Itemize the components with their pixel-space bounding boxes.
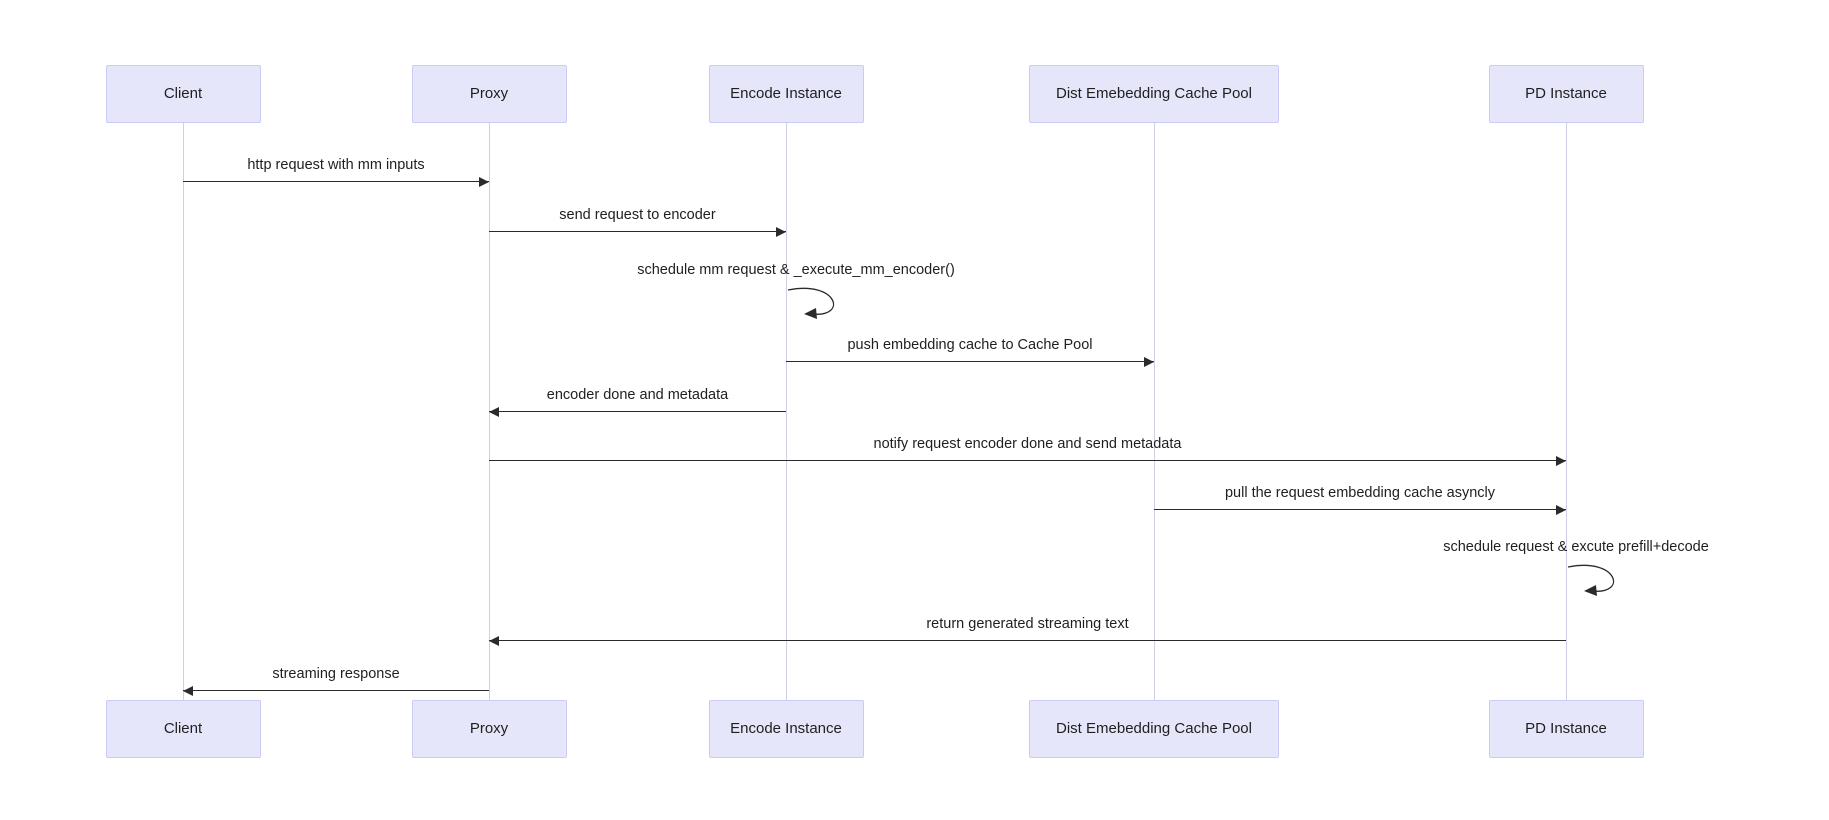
actor-box-client-top[interactable] (106, 65, 261, 123)
arrowhead-icon (479, 177, 489, 187)
lifeline-encode-instance (786, 123, 787, 700)
message-label: schedule request & excute prefill+decode (1443, 539, 1709, 555)
lifeline-client (183, 123, 184, 700)
actor-label: Proxy (469, 85, 509, 102)
actor-box-dist-emebedding-cache-pool-bottom[interactable] (1029, 700, 1279, 758)
message-line (183, 690, 489, 691)
message-line (1154, 509, 1566, 510)
self-message-loop (786, 284, 856, 330)
message-line (489, 231, 786, 232)
lifeline-pd-instance (1566, 123, 1567, 700)
arrowhead-icon (1144, 357, 1154, 367)
message-label: push embedding cache to Cache Pool (847, 337, 1093, 353)
message-label: pull the request embedding cache asyncly (1224, 485, 1496, 501)
message-label: http request with mm inputs (247, 157, 425, 173)
actor-box-dist-emebedding-cache-pool-top[interactable] (1029, 65, 1279, 123)
actor-box-proxy-bottom[interactable] (412, 700, 567, 758)
arrowhead-icon (1556, 505, 1566, 515)
arrowhead-icon (183, 686, 193, 696)
actor-label: PD Instance (1525, 720, 1607, 737)
message-label: return generated streaming text (926, 616, 1129, 632)
actor-label: Client (163, 85, 203, 102)
lifeline-dist-emebedding-cache-pool (1154, 123, 1155, 700)
actor-box-encode-instance-bottom[interactable] (709, 700, 864, 758)
actor-box-pd-instance-top[interactable] (1489, 65, 1644, 123)
actor-label: Dist Emebedding Cache Pool (1056, 720, 1252, 737)
actor-label: PD Instance (1525, 85, 1607, 102)
message-line (489, 640, 1566, 641)
message-line (786, 361, 1154, 362)
arrowhead-icon (489, 636, 499, 646)
message-line (183, 181, 489, 182)
message-label: encoder done and metadata (546, 387, 729, 403)
actor-label: Proxy (469, 720, 509, 737)
message-label: notify request encoder done and send metadata (873, 436, 1182, 452)
arrowhead-icon (489, 407, 499, 417)
actor-label: Encode Instance (730, 720, 842, 737)
actor-box-encode-instance-top[interactable] (709, 65, 864, 123)
message-label: streaming response (272, 666, 400, 682)
actor-label: Encode Instance (730, 85, 842, 102)
actor-label: Client (163, 720, 203, 737)
actor-box-client-bottom[interactable] (106, 700, 261, 758)
message-line (489, 460, 1566, 461)
actor-box-proxy-top[interactable] (412, 65, 567, 123)
arrowhead-icon (776, 227, 786, 237)
message-label: send request to encoder (559, 207, 716, 223)
message-label: schedule mm request & _execute_mm_encoder() (637, 262, 955, 278)
message-line (489, 411, 786, 412)
self-message-loop (1566, 561, 1636, 607)
actor-label: Dist Emebedding Cache Pool (1056, 85, 1252, 102)
actor-box-pd-instance-bottom[interactable] (1489, 700, 1644, 758)
arrowhead-icon (1556, 456, 1566, 466)
